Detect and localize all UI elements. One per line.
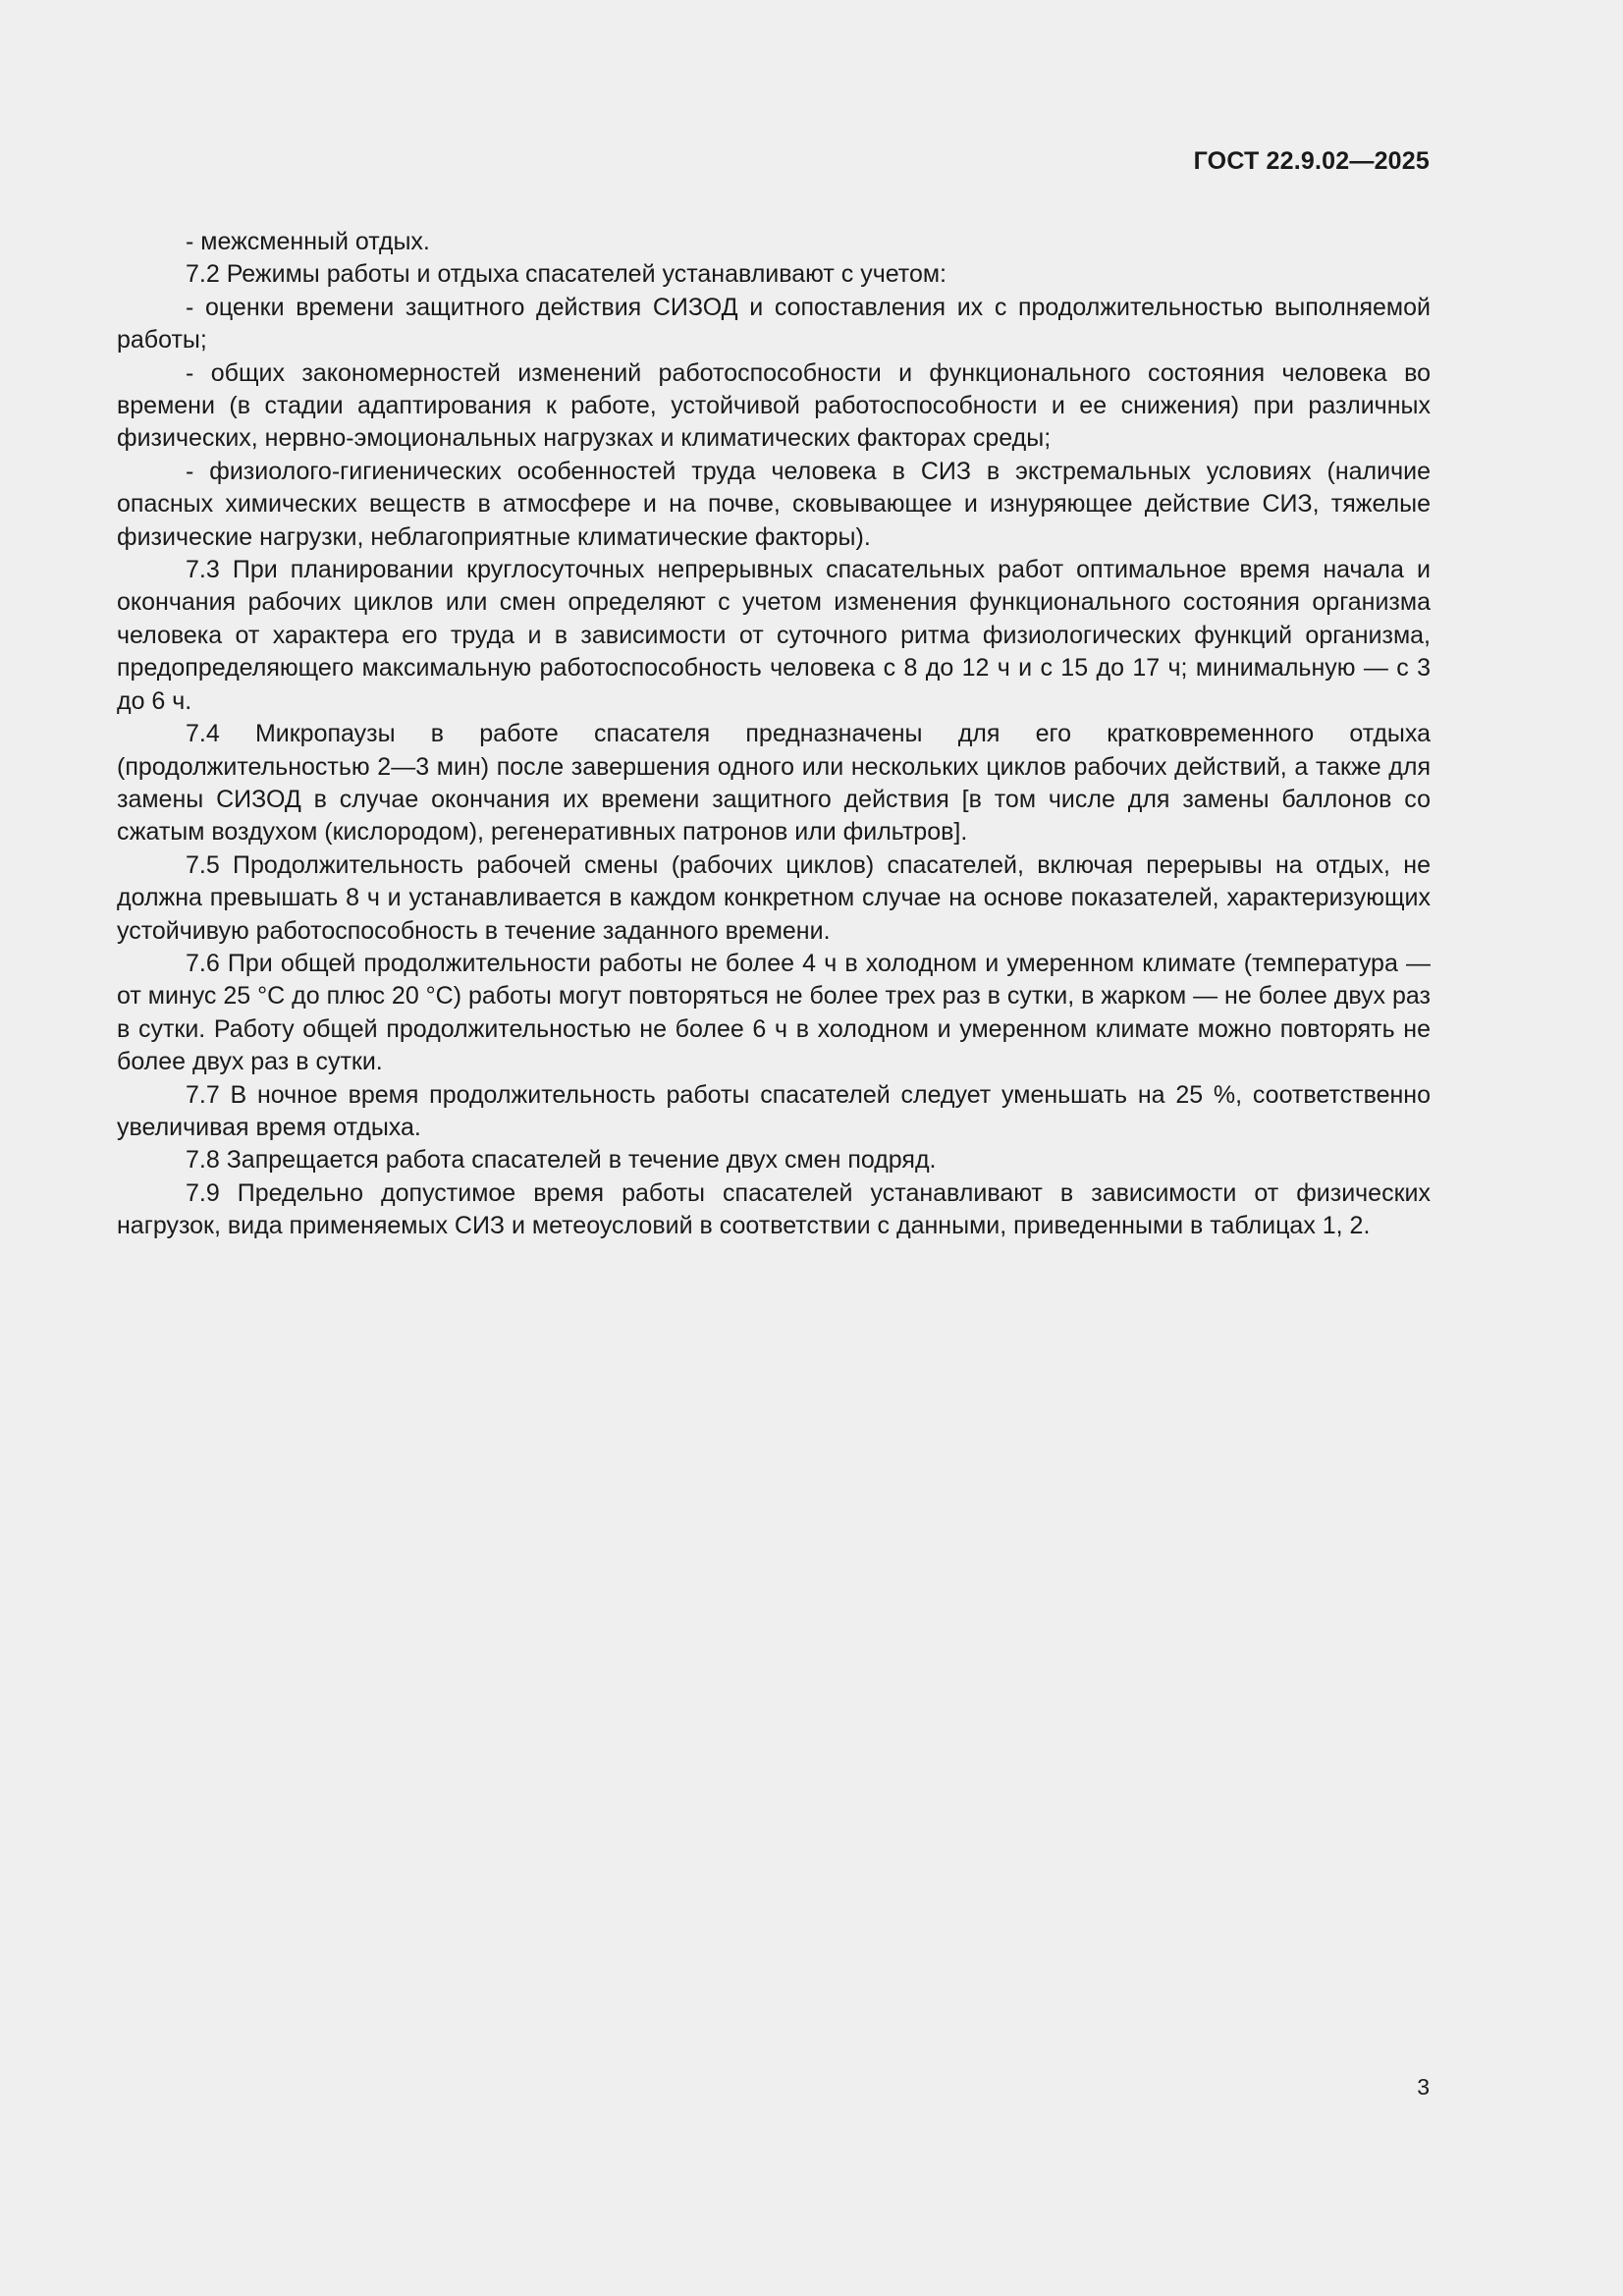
paragraph: 7.5 Продолжительность рабочей смены (рабочих циклов) спасателей, включая перерывы на отдых, не должна превышать 8 ч и устанавливается в каждом конкретном случае на основе показателей, характеризующих устойчивую работоспособность в течение заданного времени. [117, 850, 1431, 945]
page-number: 3 [1417, 2074, 1430, 2100]
paragraph: 7.6 При общей продолжительности работы не более 4 ч в холодном и умеренном климате (температура — от минус 25 °С до плюс 20 °С) работы могут повторяться не более трех раз в сутки, в жарком — не более двух раз в сутки. Работу общей продолжительностью не более 6 ч в холодном и умеренном климате можно повторять не более двух раз в сутки. [117, 949, 1431, 1076]
document-header: ГОСТ 22.9.02—2025 [1193, 147, 1430, 175]
paragraph: - межсменный отдых. [186, 228, 430, 255]
paragraph: - физиолого-гигиенических особенностей труда человека в СИЗ в экстремальных условиях (наличие опасных химических веществ в атмосфере и на почве, сковывающее и изнуряющее действие СИЗ, тяжелые физические нагрузки, неблагоприятные климатические факторы). [117, 457, 1431, 551]
paragraph: 7.2 Режимы работы и отдыха спасателей устанавливают с учетом: [186, 260, 947, 289]
paragraph: - общих закономерностей изменений работоспособности и функционального состояния человека во времени (в стадии адаптирования к работе, устойчивой работоспособности и ее снижения) при различных физических, нервно-эмоциональных нагрузках и климатических факторах среды; [117, 358, 1431, 453]
paragraph: 7.9 Предельно допустимое время работы спасателей устанавливают в зависимости от физических нагрузок, вида применяемых СИЗ и метеоусловий в соответствии с данными, приведенными в таблицах 1, 2. [117, 1178, 1431, 1240]
paragraph: - оценки времени защитного действия СИЗОД и сопоставления их с продолжительностью выполняемой работы; [117, 293, 1431, 355]
paragraph: 7.4 Микропаузы в работе спасателя предназначены для его кратковременного отдыха (продолжительностью 2—3 мин) после завершения одного или нескольких циклов рабочих действий, а также для замены СИЗОД в случае окончания их времени защитного действия [в том числе для замены баллонов со сжатым воздухом (кислородом), регенеративных патронов или фильтров]. [117, 720, 1431, 847]
document-body [117, 226, 1431, 1243]
paragraph: 7.8 Запрещается работа спасателей в течение двух смен подряд. [186, 1146, 937, 1175]
paragraph: 7.7 В ночное время продолжительность работы спасателей следует уменьшать на 25 %, соответственно увеличивая время отдыха. [117, 1080, 1431, 1141]
paragraph: 7.3 При планировании круглосуточных непрерывных спасательных работ оптимальное время начала и окончания рабочих циклов или смен определяют с учетом изменения функционального состояния организма человека от характера его труда и в зависимости от суточного ритма физиологических функций организма, предопределяющего максимальную работоспособность человека с 8 до 12 ч и с 15 до 17 ч; минимальную — с 3 до 6 ч. [117, 556, 1431, 715]
